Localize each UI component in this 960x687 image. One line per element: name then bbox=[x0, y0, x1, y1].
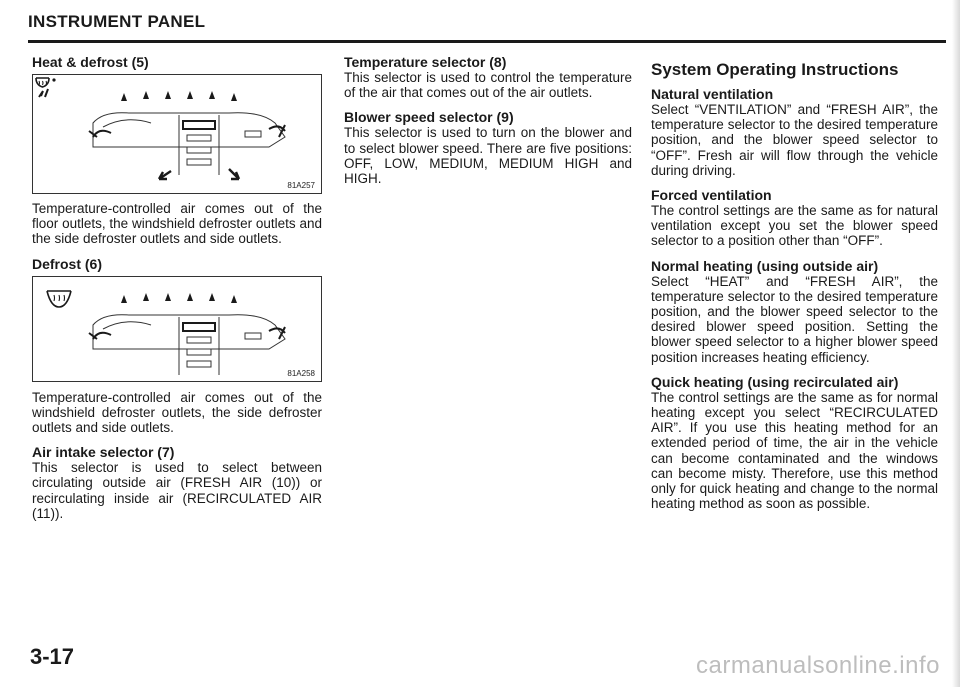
watermark: carmanualsonline.info bbox=[696, 652, 940, 679]
dashboard-defrost-diagram bbox=[33, 277, 321, 381]
natural-ventilation-text: Select “VENTILATION” and “FRESH AIR”, the temperature selector to the desired temperature position, and the blower speed selector to “OFF”. Fresh air will flow through the vehicle during driving. bbox=[651, 102, 938, 178]
forced-ventilation-title: Forced ventilation bbox=[651, 187, 772, 204]
quick-heating-text: The control settings are the same as for normal heating except you select “RECIRCULATED AIR”. If you use this heating method for an extended period of time, the air in the vehicle can become contaminated and the windows can become misty. Therefore, use this method only for quick heating and change to the normal heating method as soon as possible. bbox=[651, 389, 938, 512]
column-left bbox=[32, 54, 322, 530]
defrost-figure bbox=[32, 276, 322, 382]
header-rule bbox=[28, 40, 946, 43]
normal-heating-text: Select “HEAT” and “FRESH AIR”, the temperature selector to the desired temperature position, and the blower speed selector to the desired blower speed position. Setting the blower speed selector to a higher blower speed position increases heating efficiency. bbox=[651, 273, 938, 365]
forced-ventilation-text: The control settings are the same as for natural ventilation except you set the blower speed selector to a position other than “OFF”. bbox=[651, 203, 938, 249]
system-instructions-title: System Operating Instructions bbox=[651, 60, 899, 79]
section-natural-ventilation bbox=[651, 86, 938, 178]
page-edge bbox=[952, 0, 960, 687]
section-defrost bbox=[32, 256, 322, 436]
section-normal-heating bbox=[651, 258, 938, 365]
quick-heating-title: Quick heating (using recirculated air) bbox=[651, 373, 899, 390]
defrost-figure-code: 81A258 bbox=[287, 368, 315, 378]
normal-heating-title: Normal heating (using outside air) bbox=[651, 257, 879, 274]
temp-selector-text: This selector is used to control the temperature of the air that comes out of the air outlets. bbox=[344, 70, 632, 101]
defrost-title: Defrost (6) bbox=[32, 255, 103, 272]
section-heat-defrost bbox=[32, 54, 322, 247]
heat-defrost-text: Temperature-controlled air comes out of the floor outlets, the windshield defroster outlets and the side defroster outlets and side outlets. bbox=[32, 201, 322, 247]
natural-ventilation-title: Natural ventilation bbox=[651, 86, 774, 102]
heat-defrost-figure bbox=[32, 74, 322, 194]
dashboard-airflow-diagram bbox=[33, 75, 321, 193]
column-right bbox=[651, 60, 938, 520]
section-blower bbox=[344, 109, 632, 186]
temp-selector-title: Temperature selector (8) bbox=[344, 54, 507, 70]
defrost-text: Temperature-controlled air comes out of the windshield defroster outlets, the side defroster outlets and side outlets. bbox=[32, 389, 322, 436]
section-forced-ventilation bbox=[651, 187, 938, 249]
page-header: INSTRUMENT PANEL bbox=[28, 12, 206, 31]
air-intake-text: This selector is used to select between circulating outside air (FRESH AIR (10)) or recirculating inside air (RECIRCULATED AIR (11)). bbox=[32, 460, 322, 521]
page-number: 3-17 bbox=[30, 644, 75, 669]
heat-defrost-title: Heat & defrost (5) bbox=[32, 54, 149, 70]
heat-defrost-figure-code: 81A257 bbox=[287, 181, 315, 190]
air-intake-title: Air intake selector (7) bbox=[32, 444, 175, 461]
section-quick-heating bbox=[651, 374, 938, 512]
blower-title: Blower speed selector (9) bbox=[344, 109, 514, 126]
blower-text: This selector is used to turn on the blower and to select blower speed. There are five positions: OFF, LOW, MEDIUM, MEDIUM HIGH and HIGH. bbox=[344, 125, 632, 187]
column-middle bbox=[344, 54, 632, 195]
section-temp-selector bbox=[344, 54, 632, 100]
section-air-intake bbox=[32, 444, 322, 521]
